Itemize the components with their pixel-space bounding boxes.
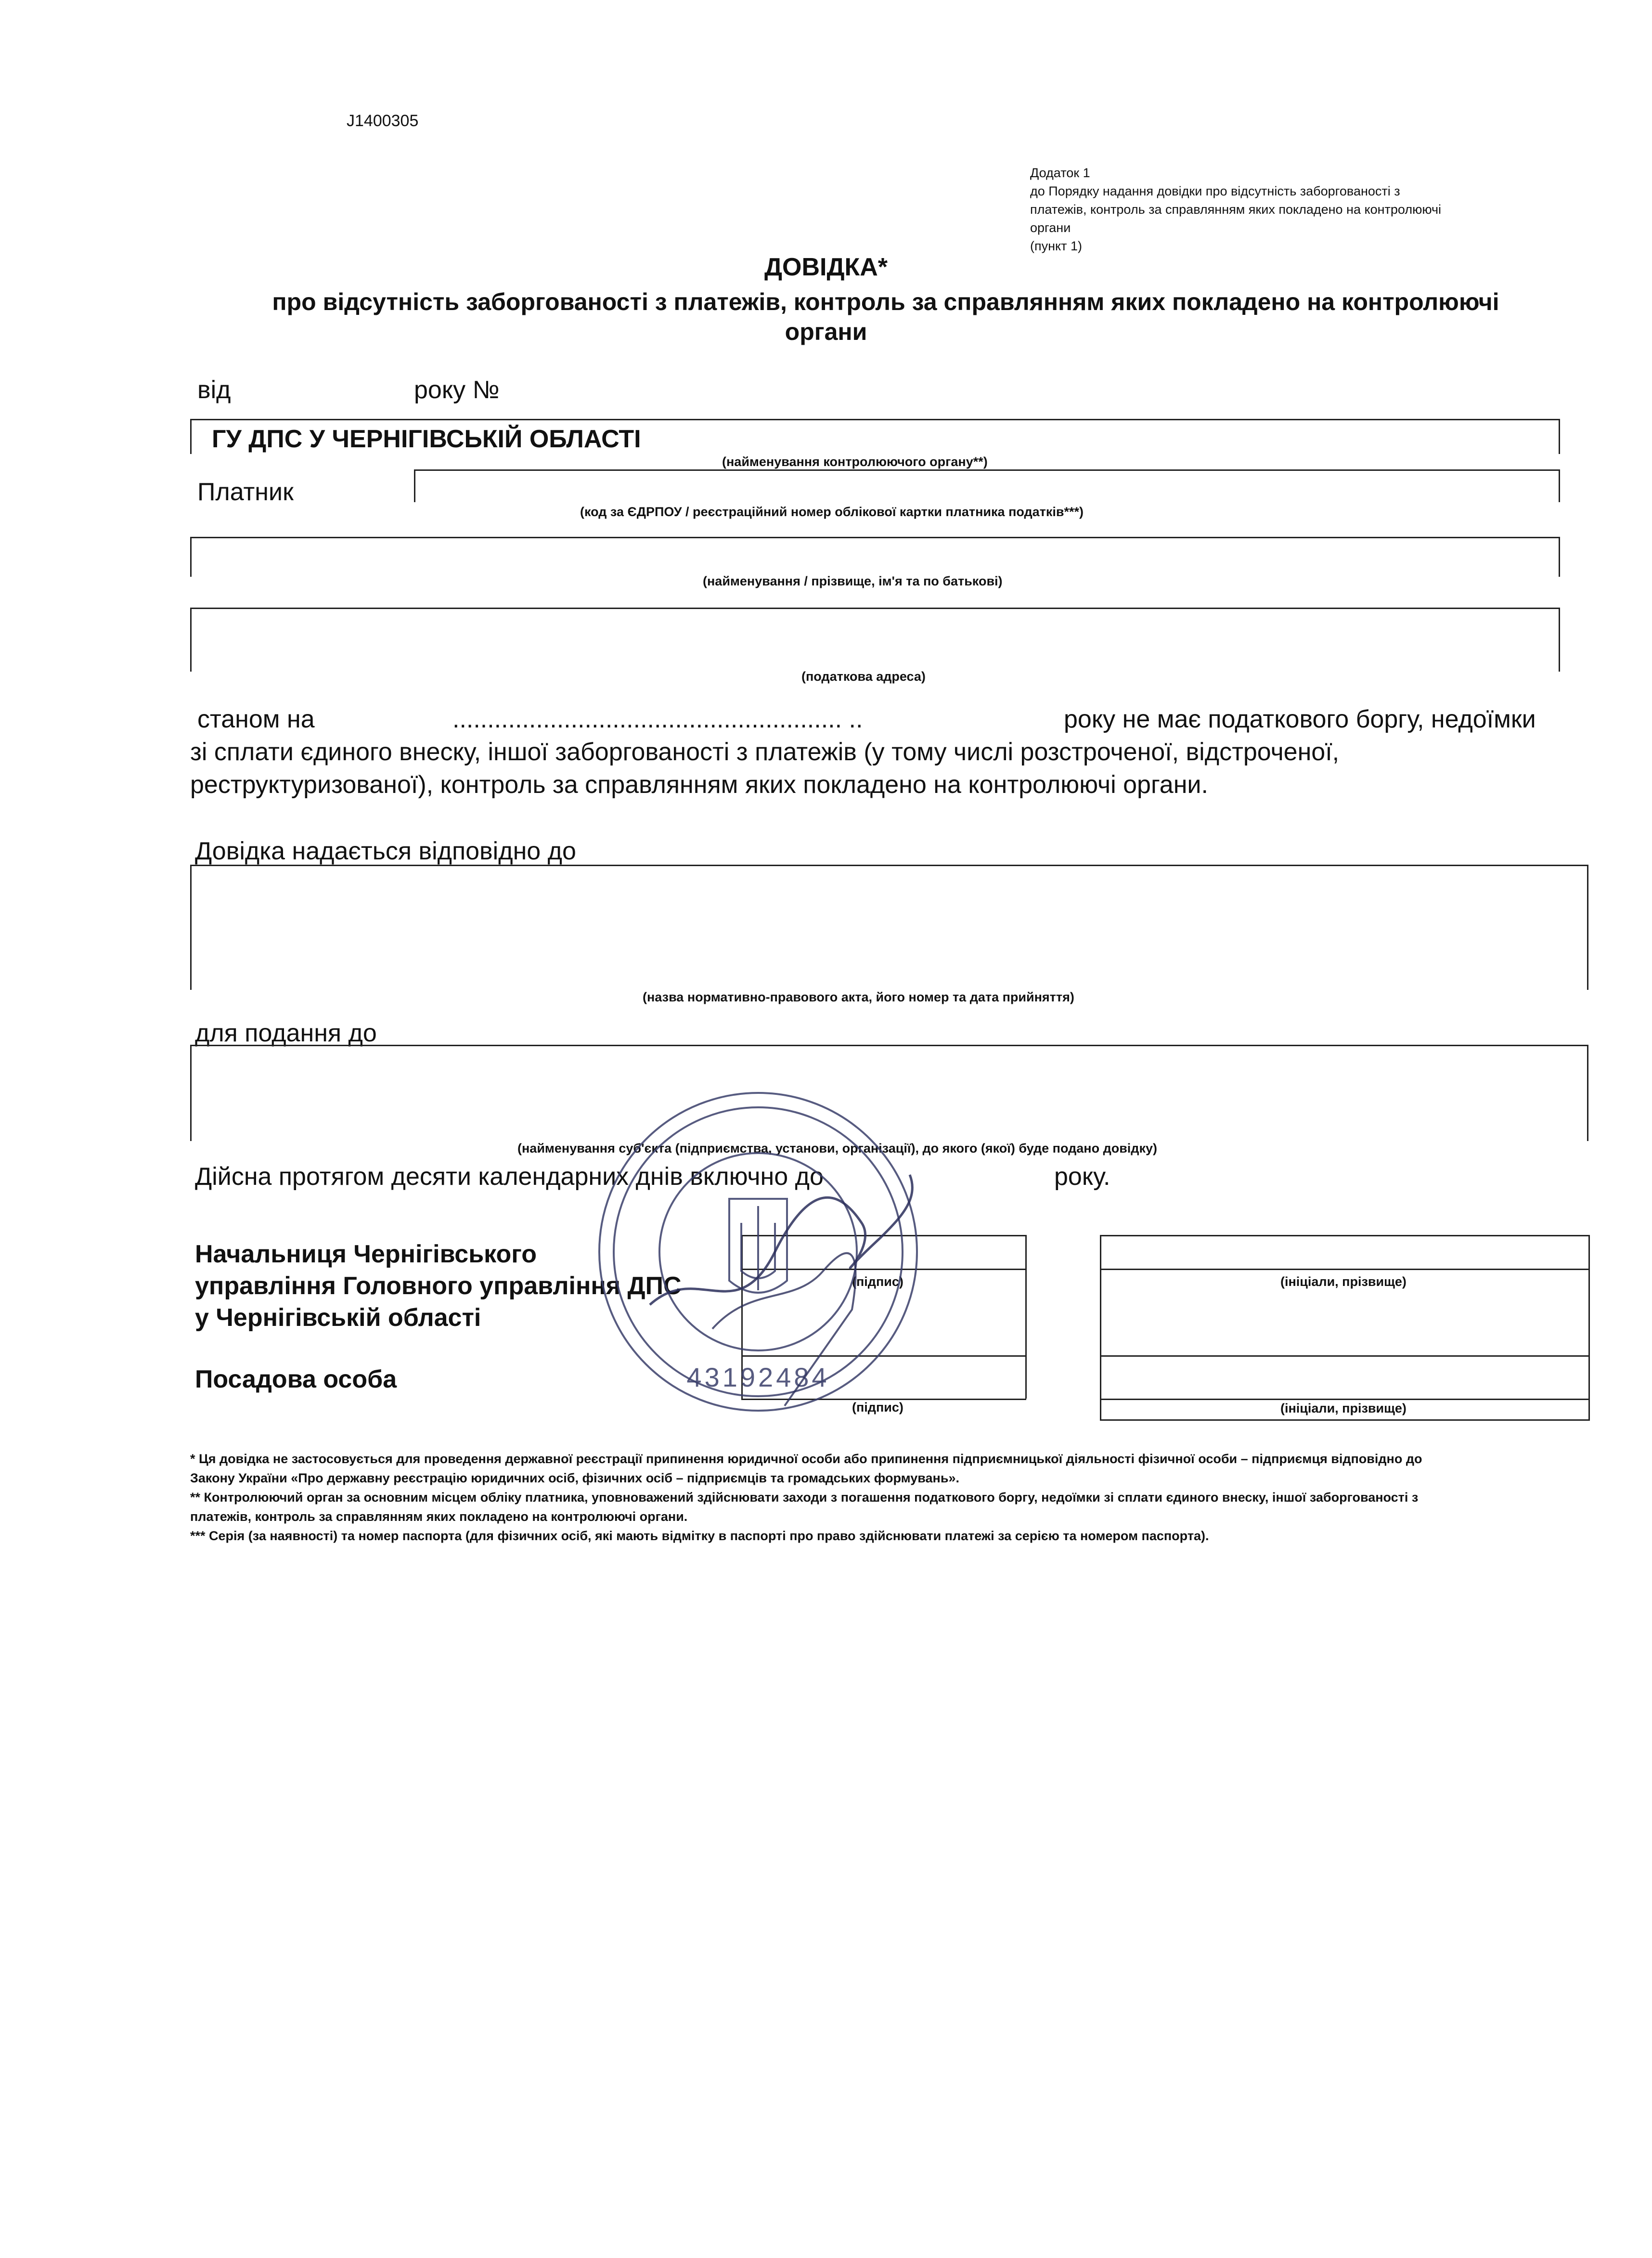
date-from-label: від (197, 376, 231, 404)
tax-address-box (190, 608, 1560, 672)
initials-left (1100, 1235, 1101, 1420)
basis-left-line (190, 865, 192, 990)
addendum-line: Додаток 1 (1030, 166, 1090, 180)
head-signature-caption: (підпис) (852, 1274, 903, 1289)
basis-caption: (назва нормативно-правового акта, його номер та дата прийняття) (643, 990, 1074, 1004)
document-subtitle: про відсутність заборгованості з платежів, контроль за справлянням яких покладено на контролюючі (272, 288, 1499, 315)
initials-right (1588, 1235, 1590, 1420)
footnotes (190, 1449, 1422, 1545)
recipient-label: для подання до (195, 1019, 377, 1047)
addendum-line: органи (1030, 221, 1071, 235)
authority-caption: (найменування контролюючого органу**) (722, 454, 988, 469)
addendum-line: (пункт 1) (1030, 239, 1083, 253)
head-title-line1: Начальниця Чернігівського (195, 1240, 537, 1268)
validity-year: року. (1054, 1163, 1110, 1191)
official-signature-caption: (підпис) (852, 1400, 903, 1414)
tax-address-caption: (податкова адреса) (801, 669, 926, 684)
initials-top (1100, 1235, 1590, 1236)
basis-right-line (1587, 865, 1588, 990)
status-as-of: станом на (197, 705, 315, 733)
official-label: Посадова особа (195, 1365, 397, 1393)
basis-label: Довідка надається відповідно до (195, 837, 576, 865)
document-subtitle-end: органи (785, 318, 867, 345)
head-signature-right (1025, 1235, 1027, 1399)
footnote-line: * Ця довідка не застосовується для проведення державної реєстрації припинення юридичної особи або припинення підприємницької діяльності фізичної особи – підприємця відповідно до (190, 1452, 1422, 1466)
validity-text: Дійсна протягом десяти календарних днів включно до (195, 1163, 824, 1191)
recipient-top-line (190, 1045, 1588, 1046)
initials-row2-top (1100, 1355, 1590, 1357)
year-number-label: року № (414, 376, 500, 404)
payer-code-caption: (код за ЄДРПОУ / реєстраційний номер облікової картки платника податків***) (580, 505, 1084, 519)
footnote-line: ** Контролюючий орган за основним місцем обліку платника, уповноважений здійснювати заходи з погашення податкового боргу, недоїмки зі сплати єдиного внеску, іншої заборгованості з (190, 1490, 1419, 1505)
basis-top-line (190, 865, 1588, 866)
addendum-note (1030, 164, 1441, 255)
footnote-line: Закону України «Про державну реєстрацію юридичних осіб, фізичних осіб – підприємців та громадських формувань». (190, 1471, 959, 1485)
payer-name-box (190, 537, 1560, 577)
initials-bottom (1100, 1419, 1590, 1421)
addendum-line: платежів, контроль за справлянням яких покладено на контролюючі (1030, 202, 1442, 217)
payer-name-caption: (найменування / прізвище, ім'я та по батькові) (703, 574, 1003, 588)
document-title: ДОВІДКА* (764, 253, 888, 281)
head-title-line2: управління Головного управління ДПС (195, 1272, 682, 1300)
footnote-line: платежів, контроль за справлянням яких покладено на контролюючі органи. (190, 1509, 688, 1524)
head-initials-caption: (ініціали, прізвище) (1280, 1274, 1407, 1289)
official-seal-stamp (592, 1078, 929, 1425)
head-title-line3: у Чернігівській області (195, 1304, 481, 1332)
status-line2: зі сплати єдиного внеску, іншої заборгованості з платежів (у тому числі розстроченої, відстроченої, (190, 738, 1340, 766)
payer-label: Платник (197, 478, 294, 506)
recipient-right-line (1587, 1045, 1588, 1141)
status-line1-tail: року не має податкового боргу, недоїмки (1064, 705, 1536, 733)
recipient-caption: (найменування суб'єкта (підприємства, установи, організації), до якого (якої) буде подано довідку) (517, 1141, 1157, 1155)
initials-row2-bottom (1100, 1399, 1590, 1400)
initials-row1-bottom (1100, 1269, 1590, 1270)
status-line3: реструктуризованої), контроль за справлянням яких покладено на контролюючі органи. (190, 771, 1208, 799)
recipient-left-line (190, 1045, 192, 1141)
addendum-line: до Порядку надання довідки про відсутність заборгованості з (1030, 184, 1400, 198)
form-code: J1400305 (347, 112, 419, 130)
status-date-dots: ........................................................ .. (452, 705, 863, 733)
payer-code-box (414, 469, 1560, 502)
official-initials-caption: (ініціали, прізвище) (1280, 1401, 1407, 1415)
seal-number: 43192484 (686, 1362, 830, 1392)
footnote-line: *** Серія (за наявності) та номер паспорта (для фізичних осіб, які мають відмітку в паспорті про право здійснювати платежі за серією та номером паспорта). (190, 1529, 1209, 1543)
authority-name: ГУ ДПС У ЧЕРНІГІВСЬКІЙ ОБЛАСТІ (212, 425, 641, 453)
